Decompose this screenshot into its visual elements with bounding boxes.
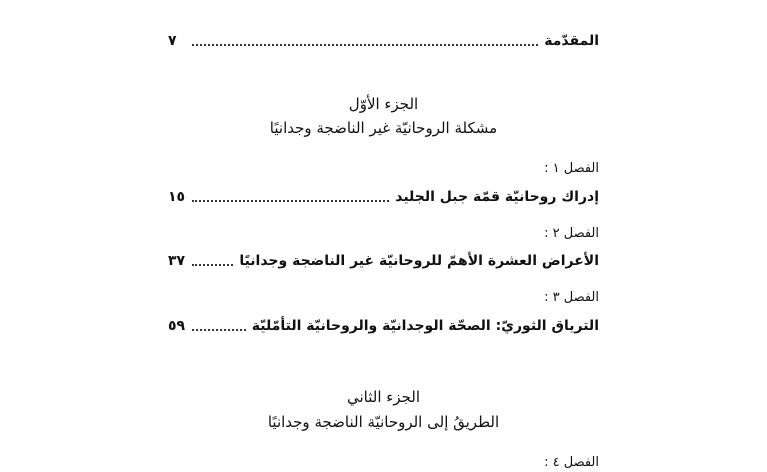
toc-entry-title: إدراك روحانيّة قمّة جبل الجليد xyxy=(395,189,599,205)
toc-dot-leader xyxy=(192,329,246,331)
chapter-4-label: الفصل ٤ : xyxy=(544,455,599,470)
toc-dot-leader xyxy=(192,200,389,202)
toc-entry-chapter-2[interactable] xyxy=(168,250,599,272)
toc-dot-leader xyxy=(192,264,233,266)
part-2-title: الجزء الثاني xyxy=(346,388,421,406)
toc-entry-page-number: ١٥ xyxy=(168,189,186,205)
toc-entry-page-number: ٣٧ xyxy=(168,253,186,269)
toc-entry-page-number: ٧ xyxy=(168,33,177,49)
chapter-1-label: الفصل ١ : xyxy=(544,161,599,176)
part-1-subtitle: مشكلة الروحانيّة غير الناضجة وجدانيًا xyxy=(269,119,498,137)
toc-entry-title: المقدّمة xyxy=(544,33,599,49)
toc-entry-chapter-3[interactable] xyxy=(168,315,599,337)
toc-entry-page-number: ٥٩ xyxy=(168,318,186,334)
toc-dot-leader xyxy=(192,44,538,46)
toc-entry-title: الترياق الثوريّ: الصحّة الوجدانيّة والروحانيّة التأمّليّة xyxy=(251,318,599,334)
chapter-2-label: الفصل ٢ : xyxy=(544,226,599,241)
part-1-title: الجزء الأوّل xyxy=(348,95,419,113)
part-2-subtitle: الطريقُ إلى الروحانيّة الناضجة وجدانيًا xyxy=(267,413,500,431)
toc-entry-intro[interactable] xyxy=(168,30,599,52)
chapter-3-label: الفصل ٣ : xyxy=(544,290,599,305)
toc-entry-title: الأعراض العشرة الأهمّ للروحانيّة غير الناضجة وجدانيًا xyxy=(239,253,599,269)
toc-entry-chapter-1[interactable] xyxy=(168,186,599,208)
